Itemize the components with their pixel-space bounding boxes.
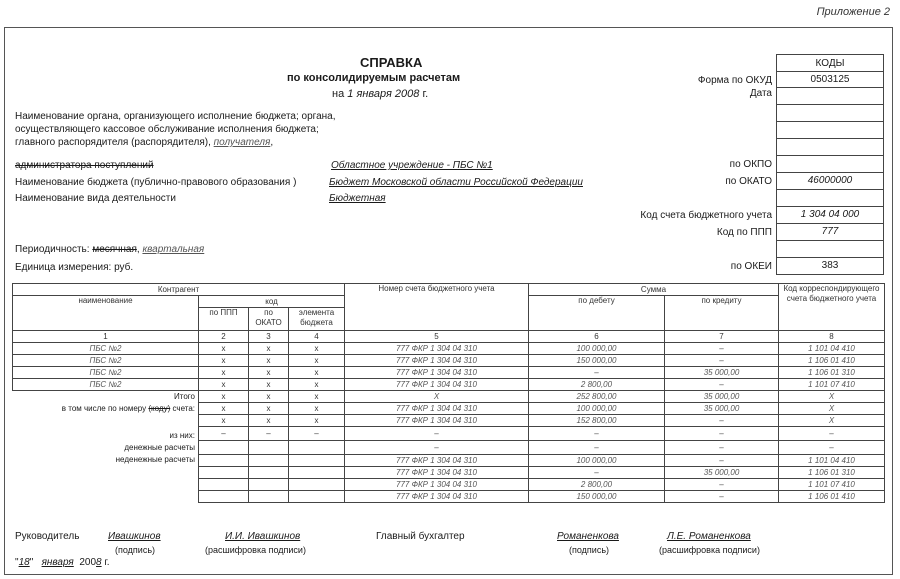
column-numbers-row: 1 2 3 4 5 6 7 8 — [13, 331, 885, 343]
accountant-signature-caption: (подпись) — [569, 545, 610, 555]
codes-value-blank — [776, 122, 884, 139]
table-row: ПБС №2 x x x 777 ФКР 1 304 04 310 2 800,00 – 1 101 07 410 — [13, 379, 885, 391]
sign-date: "18" января 2008 г. — [15, 557, 110, 568]
org-line-2: осуществляющего кассовое обслуживание исполнения бюджета; — [15, 124, 319, 135]
date-year: 2008 — [394, 88, 420, 100]
summary-row: из них: – – – – – – – — [13, 427, 885, 441]
header-corr: Код корреспондирующего счета бюджетного учета — [779, 284, 885, 331]
codes-header: КОДЫ — [776, 54, 884, 72]
summary-row: денежные расчеты – – – – — [13, 441, 885, 455]
header-okato: по ОКАТО — [249, 308, 289, 331]
admin-label-struck: администратора поступлений — [15, 160, 154, 171]
activity-value: Бюджетная — [329, 193, 386, 204]
header-account: Номер счета бюджетного учета — [345, 284, 529, 331]
head-name-caption: (расшифровка подписи) — [205, 545, 306, 555]
codes-value-account: 1 304 04 000 — [776, 207, 884, 224]
accountant-name: Л.Е. Романенкова — [667, 531, 751, 542]
summary-row: 777 ФКР 1 304 04 310 2 800,00 – 1 101 07 410 — [13, 479, 885, 491]
codes-value-blank — [776, 139, 884, 156]
header-credit: по кредиту — [665, 296, 779, 331]
accountant-signature: Романенкова — [557, 531, 619, 542]
summary-row: в том числе по номеру (коду) счета: x x x 777 ФКР 1 304 04 310 100 000,00 35 000,00 X — [13, 403, 885, 415]
head-signature-caption: (подпись) — [115, 545, 156, 555]
admin-value: Областное учреждение - ПБС №1 — [331, 160, 493, 171]
budget-value: Бюджет Московской области Российской Федерации — [329, 177, 583, 188]
table-row: ПБС №2 x x x 777 ФКР 1 304 04 310 100 000,00 – 1 101 04 410 — [13, 343, 885, 355]
summary-row: 777 ФКР 1 304 04 310 150 000,00 – 1 106 01 410 — [13, 491, 885, 503]
table-row: ПБС №2 x x x 777 ФКР 1 304 04 310 150 000,00 – 1 106 01 410 — [13, 355, 885, 367]
accountant-name-caption: (расшифровка подписи) — [659, 545, 760, 555]
periodicity-struck: месячная — [92, 244, 137, 255]
document-subtitle: по консолидируемым расчетам — [287, 72, 461, 84]
header-name: наименование — [13, 296, 199, 331]
header-element: элемента бюджета — [289, 308, 345, 331]
codes-label-okato: по ОКАТО — [725, 176, 772, 187]
codes-value-okei: 383 — [776, 258, 884, 275]
head-signature: Ивашкинов — [108, 531, 161, 542]
org-line-1: Наименование органа, организующего исполнение бюджета; органа, — [15, 111, 336, 122]
codes-value-okato: 46000000 — [776, 173, 884, 190]
summary-row: x x x 777 ФКР 1 304 04 310 152 800,00 – X — [13, 415, 885, 427]
codes-label-okei: по ОКЕИ — [730, 261, 772, 272]
summary-row: 777 ФКР 1 304 04 310 – 35 000,00 1 106 01 310 — [13, 467, 885, 479]
codes-value-date — [776, 88, 884, 105]
table-row: ПБС №2 x x x 777 ФКР 1 304 04 310 – 35 000,00 1 106 01 310 — [13, 367, 885, 379]
document-date: на 1 января 2008 г. — [332, 88, 429, 100]
periodicity: Периодичность: месячная, квартальная — [15, 244, 205, 255]
recipient-link: получателя — [213, 137, 271, 148]
codes-label-okpo: по ОКПО — [729, 159, 772, 170]
codes-value-blank — [776, 241, 884, 258]
codes-label-okud: Форма по ОКУД — [697, 75, 772, 86]
codes-value-okpo — [776, 156, 884, 173]
header-sum: Сумма — [529, 284, 779, 296]
total-row: Итого x x x X 252 800,00 35 000,00 X — [13, 391, 885, 403]
sign-date-month: января — [41, 557, 74, 568]
org-line-3: главного распорядителя (распорядителя), получателя, — [15, 137, 274, 148]
summary-row: неденежные расчеты 777 ФКР 1 304 04 310 100 000,00 – 1 101 04 410 — [13, 455, 885, 467]
head-label: Руководитель — [15, 531, 80, 542]
activity-label: Наименование вида деятельности — [15, 193, 176, 204]
accountant-label: Главный бухгалтер — [376, 531, 465, 542]
consolidation-table — [12, 283, 885, 503]
codes-value-blank — [776, 105, 884, 122]
header-ppp: по ППП — [199, 308, 249, 331]
codes-box — [776, 54, 884, 275]
codes-value-ppp: 777 — [776, 224, 884, 241]
budget-label: Наименование бюджета (публично-правового образования ) — [15, 177, 297, 188]
head-name: И.И. Ивашкинов — [225, 531, 301, 542]
header-code: код — [199, 296, 345, 308]
header-counterparty: Контрагент — [13, 284, 345, 296]
codes-label-ppp: Код по ППП — [716, 227, 772, 238]
unit-label: Единица измерения: руб. — [15, 262, 134, 273]
codes-value-blank — [776, 190, 884, 207]
header-debit: по дебету — [529, 296, 665, 331]
codes-value-okud: 0503125 — [776, 72, 884, 88]
sign-date-day: 18 — [18, 557, 30, 568]
document-title: СПРАВКА — [360, 55, 423, 70]
codes-label-date: Дата — [749, 88, 772, 99]
appendix-label: Приложение 2 — [816, 6, 890, 18]
date-value: 1 января — [347, 88, 392, 100]
codes-label-account: Код счета бюджетного учета — [640, 210, 772, 221]
periodicity-value: квартальная — [142, 244, 205, 255]
